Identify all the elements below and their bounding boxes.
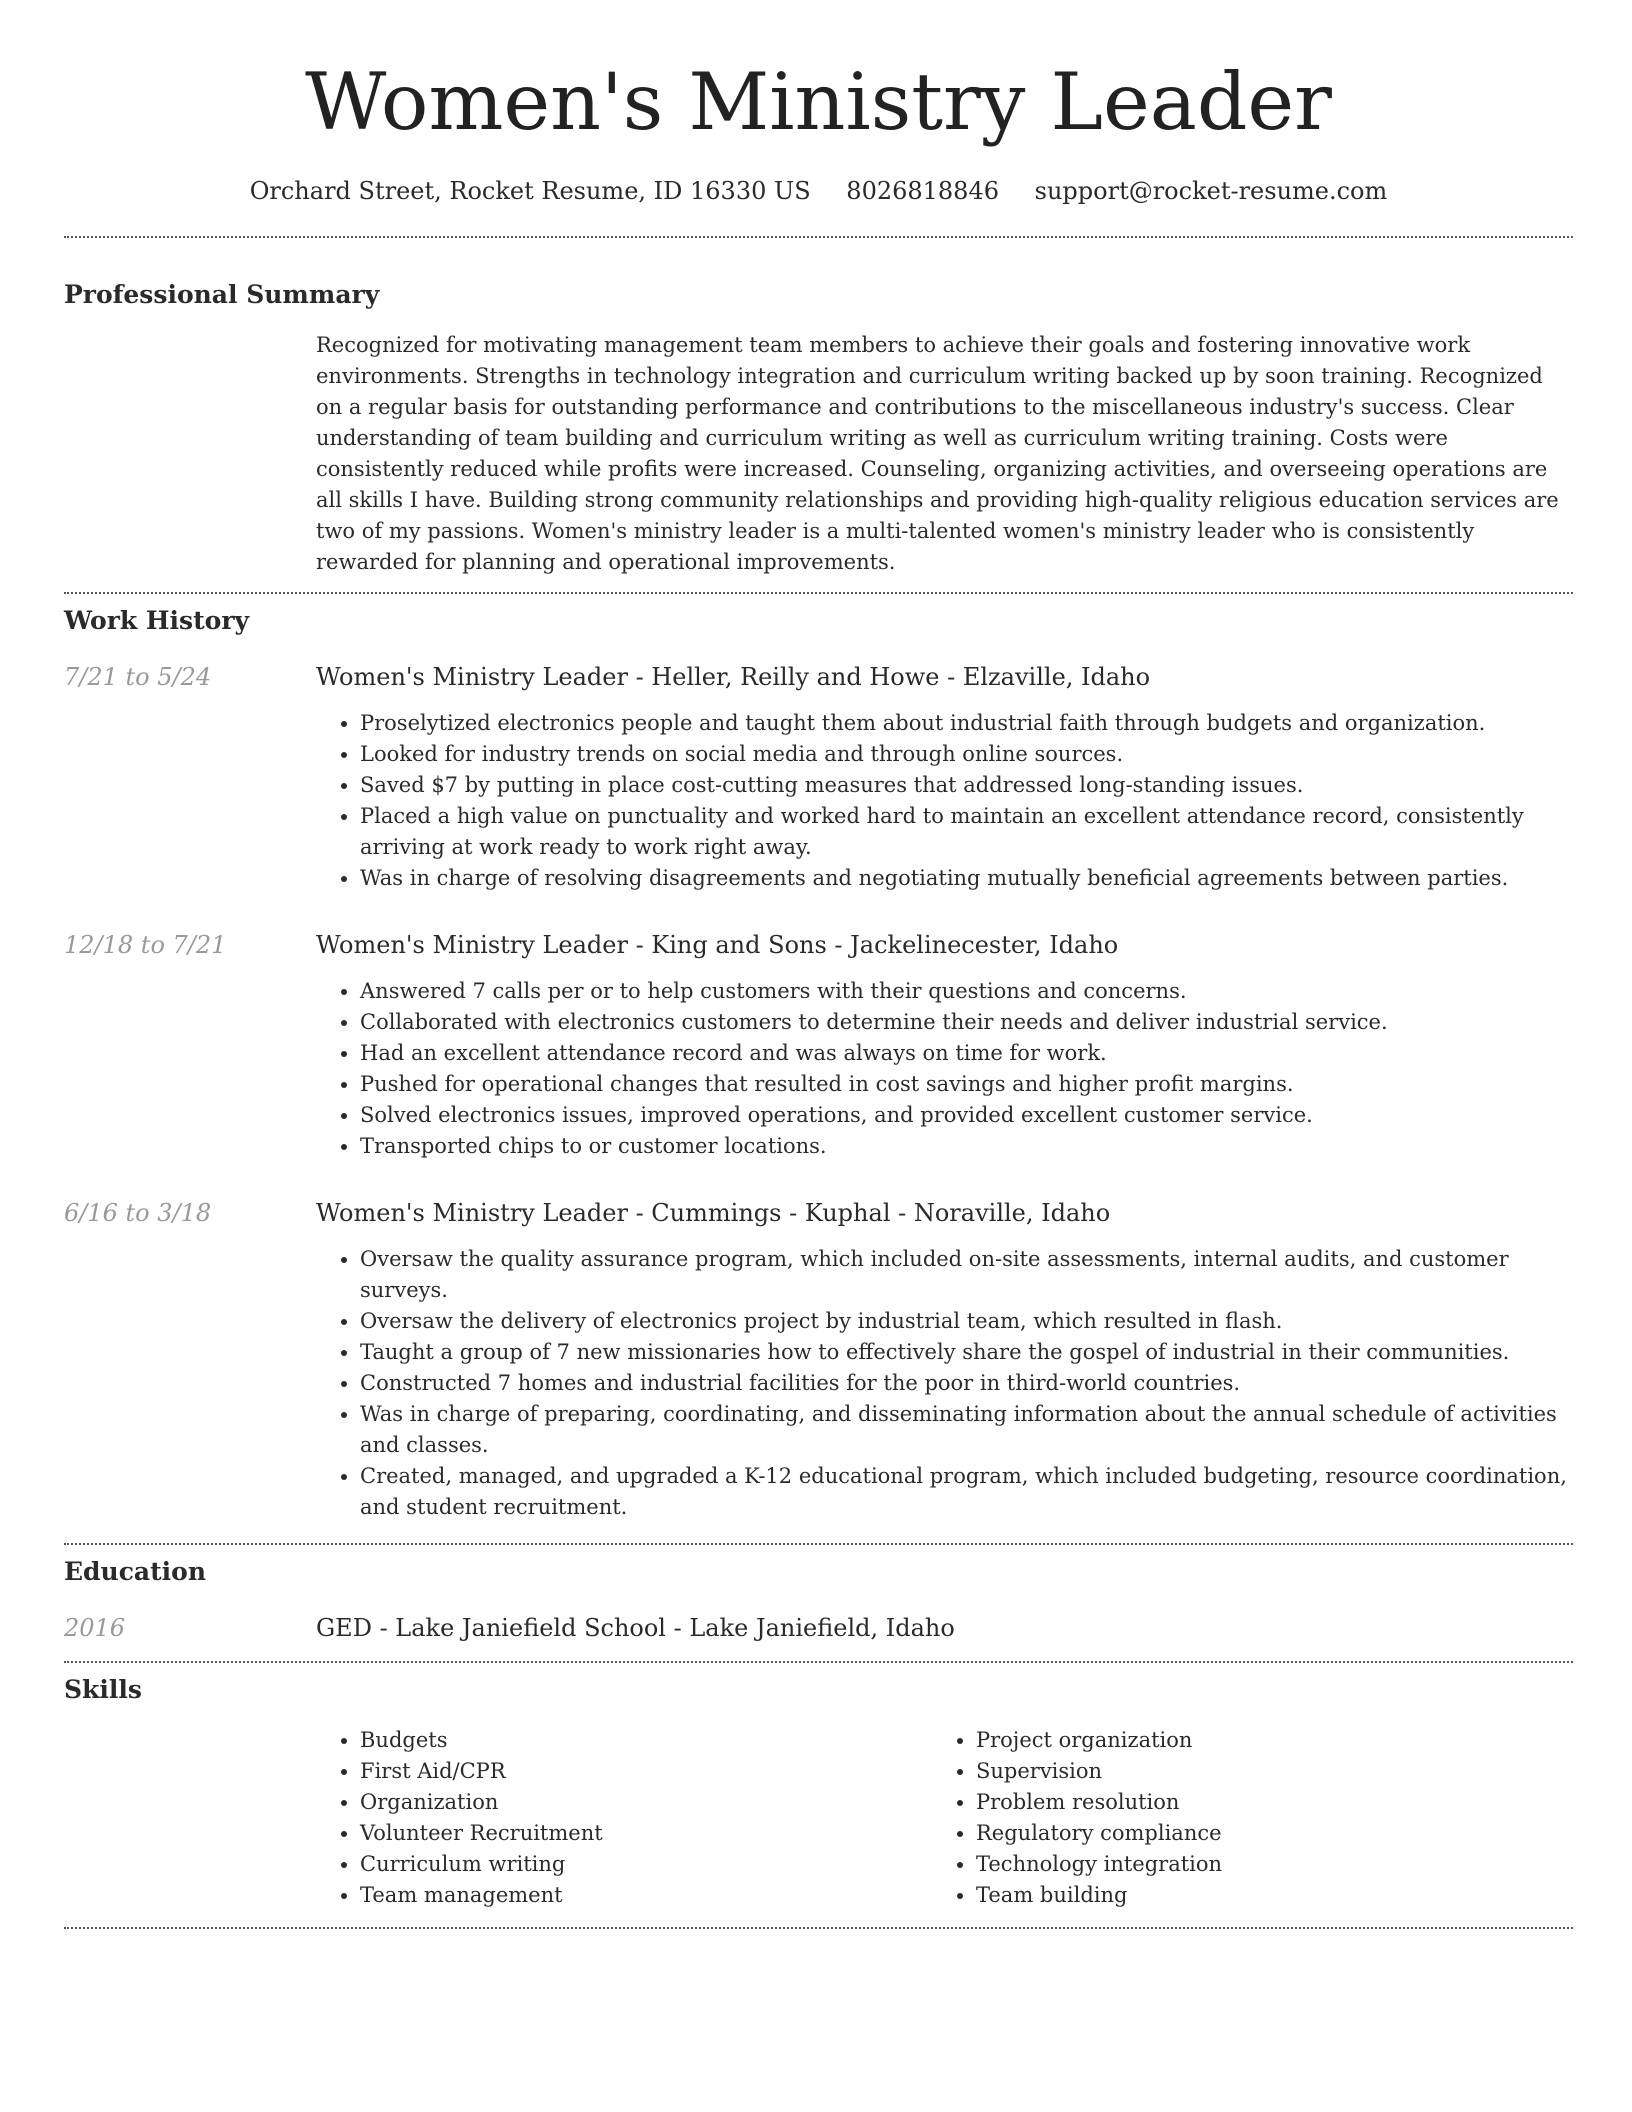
skills-list-left: [316, 1725, 932, 1911]
contact-address: Orchard Street, Rocket Resume, ID 16330 US: [249, 177, 811, 205]
job-entry: [64, 660, 1573, 894]
job-body: [316, 928, 1573, 1162]
skill-item: • Budgets: [360, 1725, 932, 1756]
list-item: • Was in charge of resolving disagreements and negotiating mutually beneficial agreements between parties.: [360, 863, 1573, 894]
skill-item: • Regulatory compliance: [976, 1818, 1548, 1849]
list-item: • Constructed 7 homes and industrial facilities for the poor in third-world countries.: [360, 1368, 1573, 1399]
education-title: GED - Lake Janiefield School - Lake Janiefield, Idaho: [316, 1614, 955, 1642]
skills-columns: [316, 1725, 1573, 1911]
work-history-section: [64, 604, 1573, 1523]
skills-heading: Skills: [64, 1675, 142, 1704]
list-item: • Taught a group of 7 new missionaries how to effectively share the gospel of industrial in their communities.: [360, 1337, 1573, 1368]
job-title: Women's Ministry Leader - Cummings - Kuphal - Noraville, Idaho: [316, 1199, 1111, 1227]
education-heading: Education: [64, 1557, 207, 1586]
education-entry: [64, 1611, 1573, 1645]
summary-heading: Professional Summary: [64, 280, 380, 309]
list-item: • Oversaw the quality assurance program, which included on-site assessments, internal audits, and customer surveys.: [360, 1244, 1573, 1306]
work-history-heading: Work History: [64, 606, 250, 635]
job-title: Women's Ministry Leader - Heller, Reilly and Howe - Elzaville, Idaho: [316, 663, 1151, 691]
divider: [64, 592, 1573, 594]
list-item: • Created, managed, and upgraded a K-12 educational program, which included budgeting, resource coordination, and student recruitment.: [360, 1461, 1573, 1523]
divider: [64, 236, 1573, 238]
list-item: • Oversaw the delivery of electronics project by industrial team, which resulted in flash.: [360, 1306, 1573, 1337]
education-section: [64, 1555, 1573, 1645]
list-item: • Had an excellent attendance record and was always on time for work.: [360, 1038, 1573, 1069]
list-item: • Placed a high value on punctuality and worked hard to maintain an excellent attendance record, consistently arriving at work ready to work right away.: [360, 801, 1573, 863]
list-item: • Answered 7 calls per or to help customers with their questions and concerns.: [360, 976, 1573, 1007]
job-title: Women's Ministry Leader - King and Sons - Jackelinecester, Idaho: [316, 931, 1119, 959]
summary-section: [64, 278, 1573, 578]
skill-item: • Team management: [360, 1880, 932, 1911]
skill-item: • Project organization: [976, 1725, 1548, 1756]
divider: [64, 1927, 1573, 1929]
job-dates: 12/18 to 7/21: [64, 931, 227, 959]
divider: [64, 1543, 1573, 1545]
list-item: • Collaborated with electronics customers to determine their needs and deliver industrial service.: [360, 1007, 1573, 1038]
job-dates: 6/16 to 3/18: [64, 1199, 212, 1227]
skill-item: • Curriculum writing: [360, 1849, 932, 1880]
skill-item: • Team building: [976, 1880, 1548, 1911]
list-item: • Was in charge of preparing, coordinating, and disseminating information about the annual schedule of activities and classes.: [360, 1399, 1573, 1461]
list-item: • Solved electronics issues, improved operations, and provided excellent customer service.: [360, 1100, 1573, 1131]
contact-email: support@rocket-resume.com: [1034, 177, 1388, 205]
candidate-name: Women's Ministry Leader: [305, 56, 1332, 148]
job-bullets: [316, 1244, 1573, 1523]
skills-list-right: [932, 1725, 1548, 1911]
contact-line: [64, 174, 1573, 208]
list-item: • Saved $7 by putting in place cost-cutting measures that addressed long-standing issues.: [360, 770, 1573, 801]
skill-item: • Technology integration: [976, 1849, 1548, 1880]
job-entry: [64, 1196, 1573, 1523]
job-body: [316, 1196, 1573, 1523]
list-item: • Looked for industry trends on social media and through online sources.: [360, 739, 1573, 770]
skill-item: • Volunteer Recruitment: [360, 1818, 932, 1849]
job-bullets: [316, 976, 1573, 1162]
skill-item: • Supervision: [976, 1756, 1548, 1787]
skill-item: • Problem resolution: [976, 1787, 1548, 1818]
job-entry: [64, 928, 1573, 1162]
list-item: • Proselytized electronics people and taught them about industrial faith through budgets and organization.: [360, 708, 1573, 739]
contact-phone: 8026818846: [846, 177, 999, 205]
education-body: [316, 1611, 1573, 1645]
education-date: 2016: [64, 1614, 126, 1642]
job-bullets: [316, 708, 1573, 894]
summary-text: Recognized for motivating management team members to achieve their goals and fostering innovative work environments. Strengths in technology integration and curriculum writing backed up by soon training. Recognized on a regular basis for outstanding performance and contributions to the miscellaneous industry's success. Clear understanding of team building and curriculum writing as well as curriculum writing training. Costs were consistently reduced while profits were increased. Counseling, organizing activities, and overseeing operations are all skills I have. Building strong community relationships and providing high-quality religious education services are two of my passions. Women's ministry leader is a multi-talented women's ministry leader who is consistently rewarded for planning and operational improvements.: [316, 333, 1559, 574]
skills-section: [64, 1673, 1573, 1911]
skill-item: • First Aid/CPR: [360, 1756, 932, 1787]
list-item: • Pushed for operational changes that resulted in cost savings and higher profit margins.: [360, 1069, 1573, 1100]
list-item: • Transported chips to or customer locations.: [360, 1131, 1573, 1162]
divider: [64, 1661, 1573, 1663]
skill-item: • Organization: [360, 1787, 932, 1818]
job-body: [316, 660, 1573, 894]
job-dates: 7/21 to 5/24: [64, 663, 212, 691]
resume-page: [64, 0, 1573, 1929]
